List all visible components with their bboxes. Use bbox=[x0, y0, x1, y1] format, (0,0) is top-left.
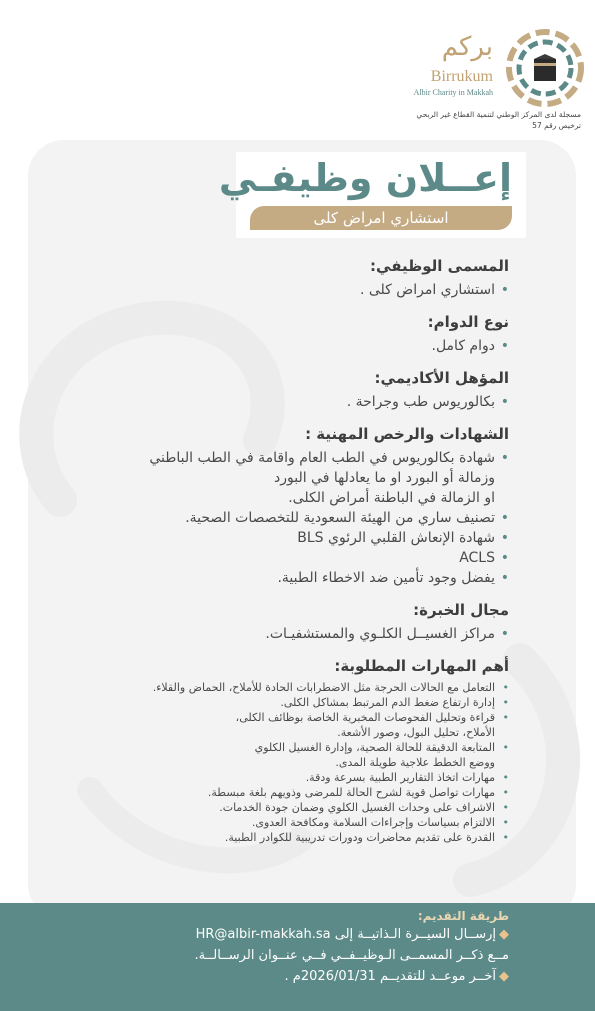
list-item: • شهادة الإنعاش القلبي الرئوي BLS bbox=[39, 528, 509, 548]
list-item: • الاشراف على وحدات الغسيل الكلوي وضمان جودة الخدمات. bbox=[39, 800, 509, 815]
list-item: • ACLS bbox=[39, 548, 509, 568]
brand-tagline: Albir Charity in Makkah bbox=[413, 88, 493, 97]
apply-heading: طريقة التقديم: bbox=[417, 909, 509, 923]
section-heading: المؤهل الأكاديمي: bbox=[374, 369, 509, 387]
list-item: • يفضل وجود تأمين ضد الاخطاء الطبية. bbox=[39, 568, 509, 588]
apply-line-subject: مــع ذكــر المسمــى الـوظيــفــي فــي عنــوان الرســالــة. bbox=[194, 948, 509, 963]
section-job-title bbox=[39, 256, 509, 300]
license-number: ترخيص رقم 57 bbox=[532, 121, 581, 130]
list-item: • الالتزام بسياسات وإجراءات السلامة ومكافحة العدوى. bbox=[39, 815, 509, 830]
section-heading: المسمى الوظيفي: bbox=[370, 257, 509, 275]
list-item: • قراءة وتحليل الفحوصات المخبرية الخاصة بوظائف الكلى، الأملاح، تحليل البول، وصور الأشعة. bbox=[39, 710, 509, 740]
list-item: • بكالوريوس طب وجراحة . bbox=[39, 392, 509, 412]
diamond-bullet-icon: ◆ bbox=[499, 969, 509, 984]
list-item: • شهادة بكالوريوس في الطب العام واقامة في الطب الباطني وزمالة أو البورد او ما يعادلها في البورد او الزمالة في الباطنة أمراض الكلى. bbox=[39, 448, 509, 508]
list-item: • إدارة ارتفاع ضغط الدم المرتبط بمشاكل الكلى. bbox=[39, 695, 509, 710]
section-experience bbox=[39, 600, 509, 644]
page-title: إعــلان وظيفـي bbox=[218, 156, 512, 200]
apply-footer bbox=[0, 903, 595, 1011]
header-logo-block bbox=[340, 28, 585, 133]
brand-english-name: Birrukum bbox=[430, 68, 493, 85]
section-work-type bbox=[39, 312, 509, 356]
section-skills bbox=[39, 656, 509, 845]
list-item: • مهارات اتخاذ التقارير الطبية بسرعة ودقة. bbox=[39, 770, 509, 785]
job-details bbox=[39, 256, 509, 857]
title-block bbox=[218, 152, 526, 238]
apply-line-email: ◆إرســال السيــرة الـذاتيــة إلى HR@albir-makkah.sa bbox=[195, 927, 509, 942]
list-item: • المتابعة الدقيقة للحالة الصحية، وإدارة الغسيل الكلوي ووضع الخطط علاجية طويلة المدى. bbox=[39, 740, 509, 770]
section-heading: أهم المهارات المطلوبة: bbox=[334, 657, 509, 675]
list-item: • القدرة على تقديم محاضرات ودورات تدريبية للكوادر الطبية. bbox=[39, 830, 509, 845]
diamond-bullet-icon: ◆ bbox=[499, 927, 509, 942]
registration-text: مسجلة لدى المركز الوطني لتنمية القطاع غير الربحي bbox=[416, 110, 581, 119]
list-item: • تصنيف ساري من الهيئة السعودية للتخصصات الصحية. bbox=[39, 508, 509, 528]
list-item: • دوام كامل. bbox=[39, 336, 509, 356]
kaaba-seal-icon bbox=[505, 28, 585, 108]
section-certificates bbox=[39, 424, 509, 588]
section-heading: مجال الخبرة: bbox=[413, 601, 509, 619]
brand-arabic-name: بركم bbox=[441, 32, 493, 62]
section-heading: الشهادات والرخص المهنية : bbox=[305, 425, 509, 443]
apply-line-deadline: ◆آخــر موعــد للتقديــم 2026/01/31م . bbox=[284, 969, 509, 984]
list-item: • مراكز الغسيــل الكلـوي والمستشفيـات. bbox=[39, 624, 509, 644]
list-item: • مهارات تواصل قوية لشرح الحالة للمرضى وذويهم بلغة مبسطة. bbox=[39, 785, 509, 800]
section-heading: نوع الدوام: bbox=[427, 313, 509, 331]
job-title-banner: استشاري امراض كلى bbox=[250, 206, 512, 230]
section-qualification bbox=[39, 368, 509, 412]
list-item: • استشاري امراض كلى . bbox=[39, 280, 509, 300]
list-item: • التعامل مع الحالات الحرجة مثل الاضطرابات الحادة للأملاح، الحماض والقلاء. bbox=[39, 680, 509, 695]
